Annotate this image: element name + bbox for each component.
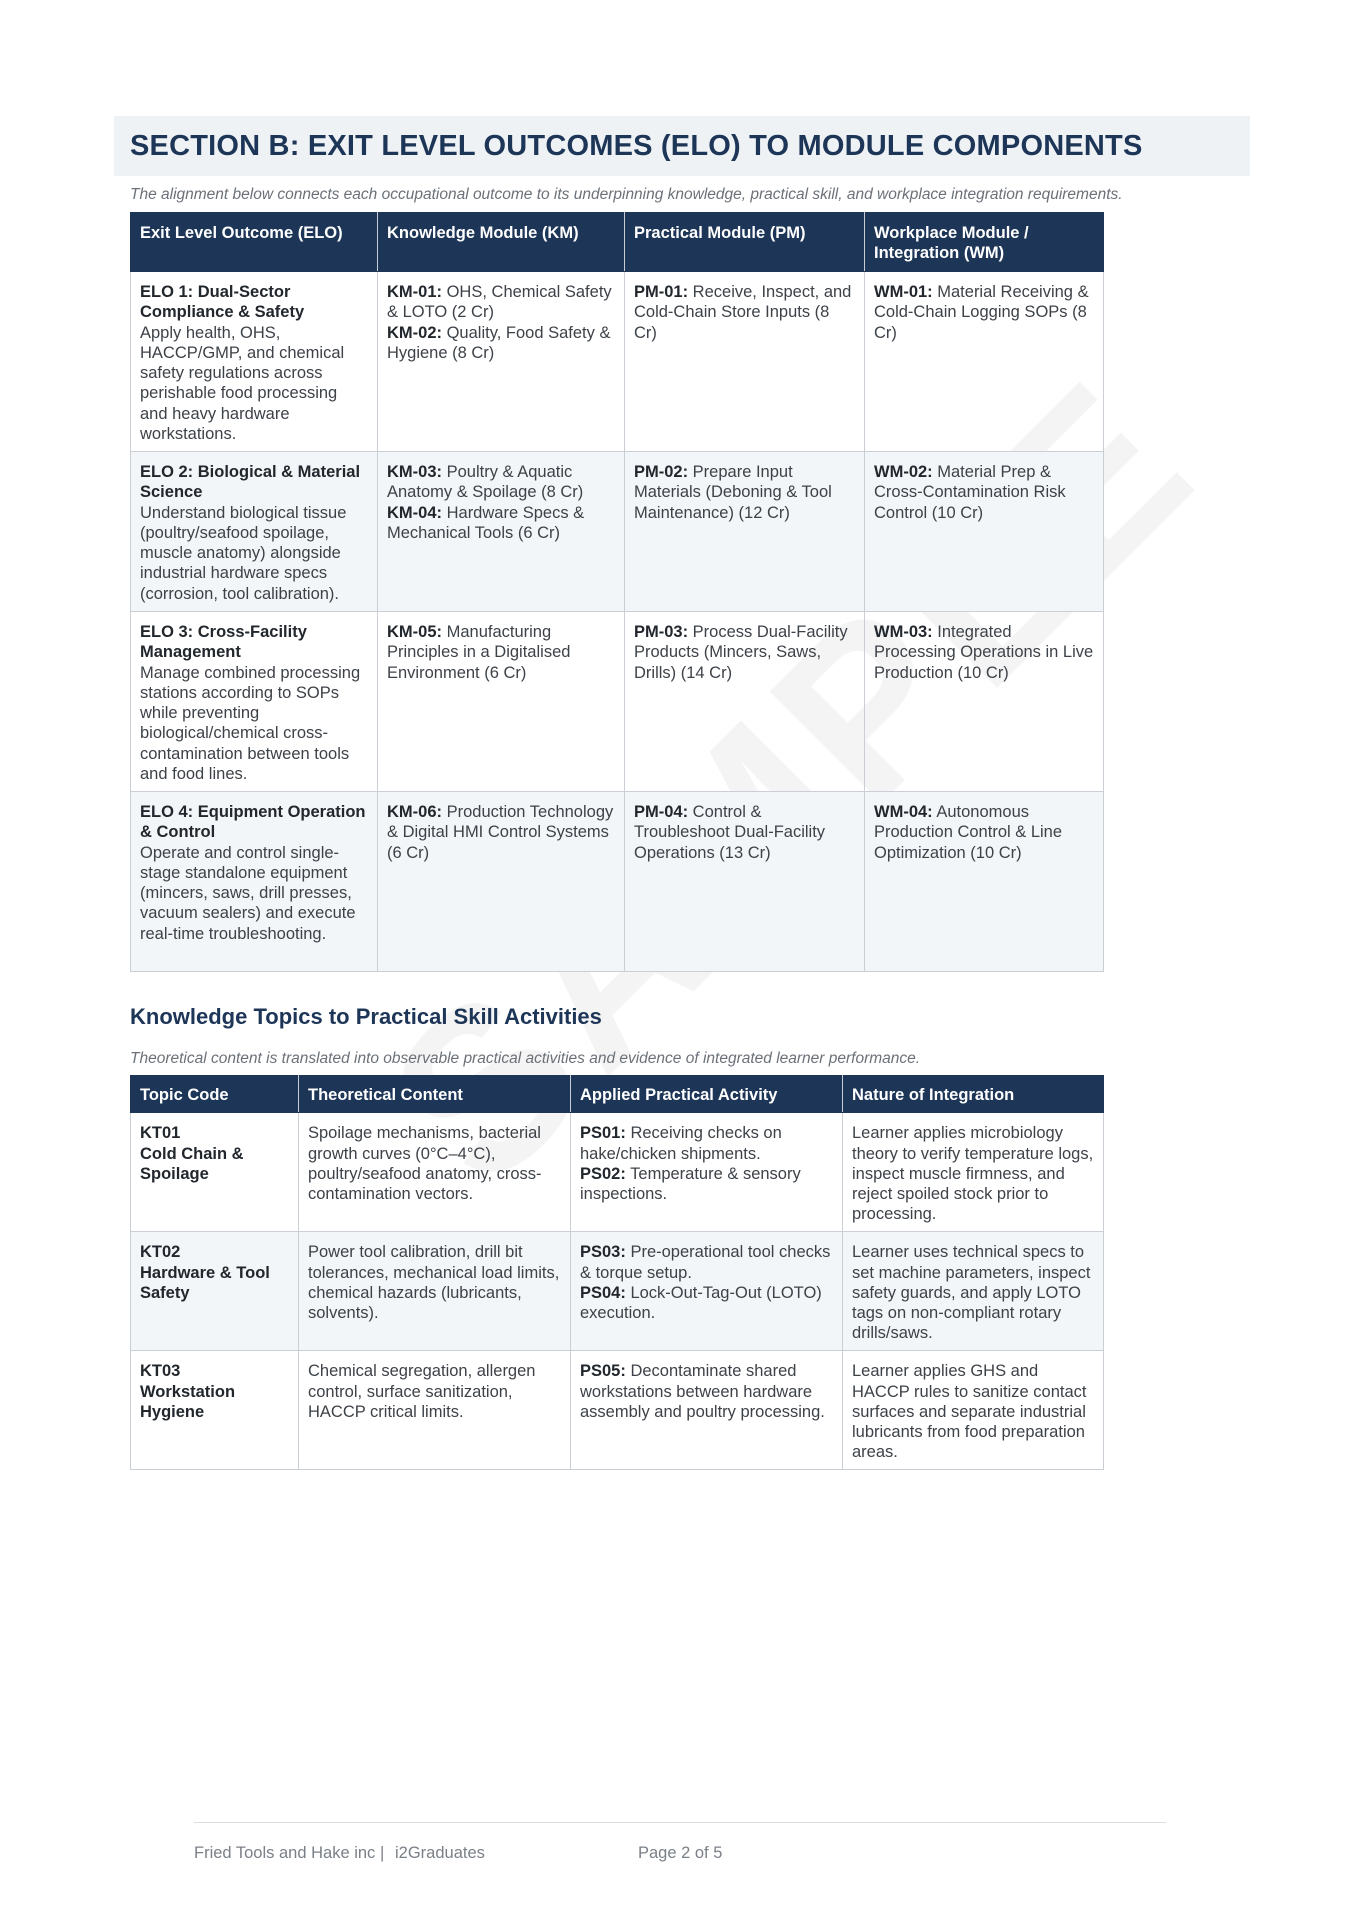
module-text: Hardware Specs & Mechanical Tools (6 Cr): [387, 503, 585, 542]
km-cell: [378, 272, 625, 452]
kt-section-caption: Theoretical content is translated into observable practical activities and evidence of integrated learner performance.: [130, 1050, 921, 1067]
integration-cell: Learner applies microbiology theory to verify temperature logs, inspect muscle firmness, and reject spoiled stock prior to processing.: [843, 1113, 1104, 1232]
module-code: KM-06:: [387, 803, 443, 821]
column-header: Exit Level Outcome (ELO): [131, 213, 378, 272]
activity-text: Temperature & sensory inspections.: [580, 1164, 801, 1204]
km-cell: [378, 612, 625, 792]
pm-cell: [625, 452, 865, 612]
column-header: Topic Code: [131, 1076, 299, 1113]
table-row: [131, 612, 1104, 792]
elo-title: ELO 2: Biological & Material Science: [140, 463, 361, 502]
column-header: Knowledge Module (KM): [378, 213, 625, 272]
activity-cell: [571, 1113, 843, 1232]
km-cell: [378, 792, 625, 972]
module-text: Autonomous Production Control & Line Optimization (10 Cr): [874, 803, 1063, 862]
section-caption: The alignment below connects each occupational outcome to its underpinning knowledge, practical skill, and workplace integration requirements.: [130, 186, 1123, 203]
module-code: KM-03:: [387, 463, 443, 481]
table-header-row: [131, 213, 1104, 272]
activity-text: Receiving checks on hake/chicken shipments.: [580, 1124, 782, 1163]
topic-name: Cold Chain & Spoilage: [140, 1144, 244, 1183]
module-code: PM-04:: [634, 803, 689, 821]
elo-cell: [131, 792, 378, 972]
wm-cell: [865, 452, 1104, 612]
elo-module-table: [130, 212, 1104, 972]
section-title: SECTION B: EXIT LEVEL OUTCOMES (ELO) TO MODULE COMPONENTS: [130, 130, 1143, 162]
km-cell: [378, 452, 625, 612]
table-row: [131, 1351, 1104, 1470]
module-code: KM-02:: [387, 323, 443, 342]
page-number: Page 2 of 5: [638, 1844, 723, 1862]
topic-name: Workstation Hygiene: [140, 1382, 236, 1421]
integration-cell: Learner uses technical specs to set machine parameters, inspect safety guards, and apply LOTO tags on non-compliant rotary drills/saws.: [843, 1232, 1104, 1351]
wm-cell: [865, 272, 1104, 452]
module-text: Receive, Inspect, and Cold-Chain Store Inputs (8 Cr): [634, 283, 852, 342]
integration-cell: Learner applies GHS and HACCP rules to sanitize contact surfaces and separate industrial lubricants from food preparation areas.: [843, 1351, 1104, 1470]
activity-code: PS04:: [580, 1283, 626, 1302]
column-header: Practical Module (PM): [625, 213, 865, 272]
footer-brand: i2Graduates: [395, 1844, 485, 1862]
elo-cell: [131, 612, 378, 792]
topic-code: KT01: [140, 1124, 181, 1143]
module-code: PM-01:: [634, 283, 689, 301]
table-row: [131, 452, 1104, 612]
module-text: Material Prep & Cross-Contamination Risk Control (10 Cr): [874, 463, 1066, 522]
activity-cell: [571, 1232, 843, 1351]
topic-name: Hardware & Tool Safety: [140, 1263, 270, 1302]
topic-code-cell: [131, 1113, 299, 1232]
table-row: [131, 1113, 1104, 1232]
pm-cell: [625, 272, 865, 452]
elo-description: Operate and control single-stage standalone equipment (mincers, saws, drill presses, vacuum sealers) and execute real-time troubleshooting.: [140, 843, 356, 943]
elo-description: Apply health, OHS, HACCP/GMP, and chemical safety regulations across perishable food processing and heavy hardware workstations.: [140, 323, 345, 444]
module-code: KM-05:: [387, 623, 443, 641]
module-code: WM-02:: [874, 463, 933, 481]
module-text: Prepare Input Materials (Deboning & Tool Maintenance) (12 Cr): [634, 463, 832, 522]
column-header: Workplace Module / Integration (WM): [865, 213, 1104, 272]
module-code: KM-04:: [387, 503, 443, 522]
elo-description: Manage combined processing stations according to SOPs while preventing biological/chemical cross-contamination between tools and food lines.: [140, 663, 361, 784]
activity-code: PS01:: [580, 1124, 626, 1143]
module-code: WM-04:: [874, 803, 933, 821]
column-header: Nature of Integration: [843, 1076, 1104, 1113]
elo-title: ELO 1: Dual-Sector Compliance & Safety: [140, 283, 305, 322]
topic-code: KT03: [140, 1362, 181, 1381]
topic-code-cell: [131, 1232, 299, 1351]
footer-divider: [194, 1822, 1166, 1823]
module-text: Quality, Food Safety & Hygiene (8 Cr): [387, 323, 611, 362]
knowledge-topics-table: [130, 1075, 1104, 1470]
module-text: Process Dual-Facility Products (Mincers, Saws, Drills) (14 Cr): [634, 623, 848, 682]
theory-cell: Spoilage mechanisms, bacterial growth curves (0°C–4°C), poultry/seafood anatomy, cross-contamination vectors.: [299, 1113, 571, 1232]
module-code: KM-01:: [387, 283, 443, 301]
module-text: OHS, Chemical Safety & LOTO (2 Cr): [387, 283, 612, 322]
column-header: Theoretical Content: [299, 1076, 571, 1113]
activity-cell: [571, 1351, 843, 1470]
elo-cell: [131, 452, 378, 612]
module-text: Poultry & Aquatic Anatomy & Spoilage (8 Cr): [387, 463, 584, 502]
column-header: Applied Practical Activity: [571, 1076, 843, 1113]
topic-code: KT02: [140, 1243, 181, 1262]
theory-cell: Chemical segregation, allergen control, surface sanitization, HACCP critical limits.: [299, 1351, 571, 1470]
module-text: Control & Troubleshoot Dual-Facility Operations (13 Cr): [634, 803, 826, 862]
topic-code-cell: [131, 1351, 299, 1470]
pm-cell: [625, 792, 865, 972]
elo-description: Understand biological tissue (poultry/seafood spoilage, muscle anatomy) alongside industrial hardware specs (corrosion, tool calibration).: [140, 503, 347, 603]
footer-company: Fried Tools and Hake inc: [194, 1844, 376, 1862]
kt-section-title: Knowledge Topics to Practical Skill Activities: [130, 1004, 602, 1029]
elo-title: ELO 4: Equipment Operation & Control: [140, 803, 366, 842]
activity-code: PS05:: [580, 1362, 626, 1381]
theory-cell: Power tool calibration, drill bit tolerances, mechanical load limits, chemical hazards (lubricants, solvents).: [299, 1232, 571, 1351]
module-text: Manufacturing Principles in a Digitalised Environment (6 Cr): [387, 623, 571, 682]
module-code: WM-03:: [874, 623, 933, 641]
activity-text: Lock-Out-Tag-Out (LOTO) execution.: [580, 1283, 822, 1323]
module-code: PM-03:: [634, 623, 689, 641]
wm-cell: [865, 792, 1104, 972]
module-code: PM-02:: [634, 463, 689, 481]
table-row: [131, 1232, 1104, 1351]
footer-separator: |: [380, 1844, 385, 1862]
module-text: Production Technology & Digital HMI Control Systems (6 Cr): [387, 803, 614, 862]
table-row: [131, 272, 1104, 452]
table-header-row: [131, 1076, 1104, 1113]
module-text: Integrated Processing Operations in Live Production (10 Cr): [874, 623, 1094, 682]
activity-code: PS02:: [580, 1164, 626, 1183]
elo-title: ELO 3: Cross-Facility Management: [140, 623, 307, 662]
activity-text: Pre-operational tool checks & torque setup.: [580, 1243, 831, 1282]
elo-cell: [131, 272, 378, 452]
activity-code: PS03:: [580, 1243, 626, 1262]
pm-cell: [625, 612, 865, 792]
wm-cell: [865, 612, 1104, 792]
module-text: Material Receiving & Cold-Chain Logging SOPs (8 Cr): [874, 283, 1089, 342]
module-code: WM-01:: [874, 283, 933, 301]
table-row: [131, 792, 1104, 972]
activity-text: Decontaminate shared workstations between hardware assembly and poultry processing.: [580, 1362, 825, 1421]
